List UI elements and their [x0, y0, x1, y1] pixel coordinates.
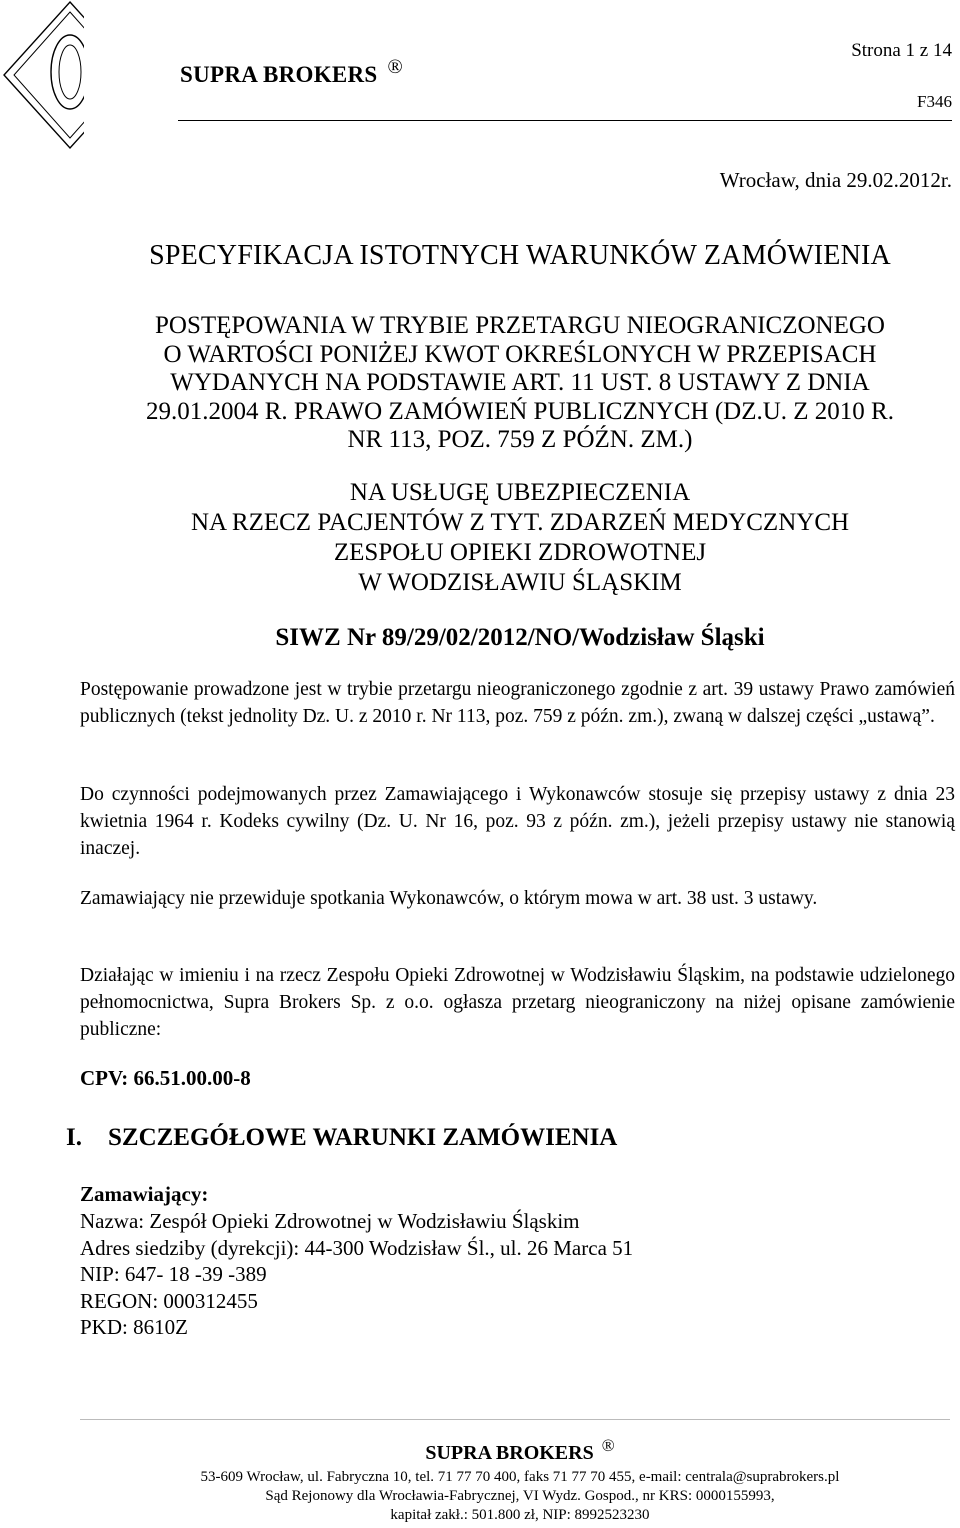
document-date: Wrocław, dnia 29.02.2012r.: [719, 168, 952, 192]
subtitle-line: NR 113, POZ. 759 Z PÓŹN. ZM.): [347, 426, 693, 453]
header-divider: [178, 120, 952, 121]
section-heading: [66, 1124, 617, 1152]
footer-brand: [0, 1436, 960, 1465]
paragraph-meeting: Zamawiający nie przewiduje spotkania Wykonawców, o którym mowa w art. 38 ust. 3 ustawy.: [80, 888, 818, 909]
section-number: I.: [66, 1124, 82, 1151]
footer-brand-name: SUPRA BROKERS: [425, 1442, 594, 1464]
document-title: SPECYFIKACJA ISTOTNYCH WARUNKÓW ZAMÓWIENIA: [149, 240, 891, 271]
orderer-name: Nazwa: Zespół Opieki Zdrowotnej w Wodzisławiu Śląskim: [80, 1209, 580, 1233]
subject-line: NA USŁUGĘ UBEZPIECZENIA: [349, 479, 691, 506]
subtitle-line: POSTĘPOWANIA W TRYBIE PRZETARGU NIEOGRANICZONEGO: [155, 312, 885, 339]
cpv-code: CPV: 66.51.00.00-8: [80, 1066, 251, 1090]
paragraph-procedure: Postępowanie prowadzone jest w trybie przetargu nieograniczonego zgodnie z art. 39 ustawy Prawo zamówień publicznych (tekst jednolity Dz. U. z 2010 r. Nr 113, poz. 759 z późn. zm.), zwaną w dalszej części „ustawą”.: [80, 679, 955, 727]
footer-contact: 53-609 Wrocław, ul. Fabryczna 10, tel. 71 77 70 400, faks 71 77 70 455, e-mail: centrala@suprabrokers.pl: [200, 1469, 840, 1485]
document-subject: [0, 478, 960, 598]
section-title: SZCZEGÓŁOWE WARUNKI ZAMÓWIENIA: [108, 1124, 618, 1151]
registered-mark: ®: [387, 56, 404, 78]
form-code: F346: [917, 92, 952, 111]
orderer-pkd: PKD: 8610Z: [80, 1315, 188, 1339]
footer-registered-mark: ®: [601, 1436, 615, 1455]
subtitle-line: 29.01.2004 R. PRAWO ZAMÓWIEŃ PUBLICZNYCH (DZ.U. Z 2010 R.: [146, 397, 894, 425]
paragraph-civil-code: Do czynności podejmowanych przez Zamawiającego i Wykonawców stosuje się przepisy ustawy z dnia 23 kwietnia 1964 r. Kodeks cywilny (Dz. U. Nr 16, poz. 93 z późn. zm.), jeżeli przepisy ustawy nie stanowią inaczej.: [80, 784, 955, 859]
subtitle-line: O WARTOŚCI PONIŻEJ KWOT OKREŚLONYCH W PRZEPISACH: [163, 340, 877, 368]
header-brand: [180, 56, 404, 88]
siwz-number: SIWZ Nr 89/29/02/2012/NO/Wodzisław Śląski: [275, 624, 765, 651]
subject-line: W WODZISŁAWIU ŚLĄSKIM: [358, 569, 682, 596]
page-number: Strona 1 z 14: [851, 40, 952, 61]
footer-capital: kapitał zakł.: 501.800 zł, NIP: 8992523230: [390, 1507, 650, 1523]
orderer-regon: REGON: 000312455: [80, 1288, 258, 1313]
document-subtitle: [0, 312, 960, 455]
header-brand-name: SUPRA BROKERS: [180, 62, 378, 87]
orderer-nip: NIP: 647- 18 -39 -389: [80, 1262, 267, 1286]
orderer-address: Adres siedziby (dyrekcji): 44-300 Wodzisław Śl., ul. 26 Marca 51: [80, 1235, 634, 1260]
subject-line: NA RZECZ PACJENTÓW Z TYT. ZDARZEŃ MEDYCZNYCH: [190, 509, 850, 536]
footer-court: Sąd Rejonowy dla Wrocławia-Fabrycznej, VI Wydz. Gospod., nr KRS: 0000155993,: [265, 1488, 775, 1504]
orderer-label: Zamawiający:: [80, 1182, 209, 1206]
footer-divider: [80, 1419, 950, 1420]
subtitle-line: WYDANYCH NA PODSTAWIE ART. 11 UST. 8 USTAWY Z DNIA: [170, 369, 870, 396]
paragraph-authorization: Działając w imieniu i na rzecz Zespołu Opieki Zdrowotnej w Wodzisławiu Śląskim, na podstawie udzielonego pełnomocnictwa, Supra Brokers Sp. z o.o. ogłasza przetarg nieograniczony na niżej opisane zamówienie publiczne:: [80, 965, 955, 1040]
orderer-details: [80, 1208, 633, 1341]
subject-line: ZESPOŁU OPIEKI ZDROWOTNEJ: [333, 539, 707, 566]
supra-brokers-logo: [0, 0, 84, 150]
